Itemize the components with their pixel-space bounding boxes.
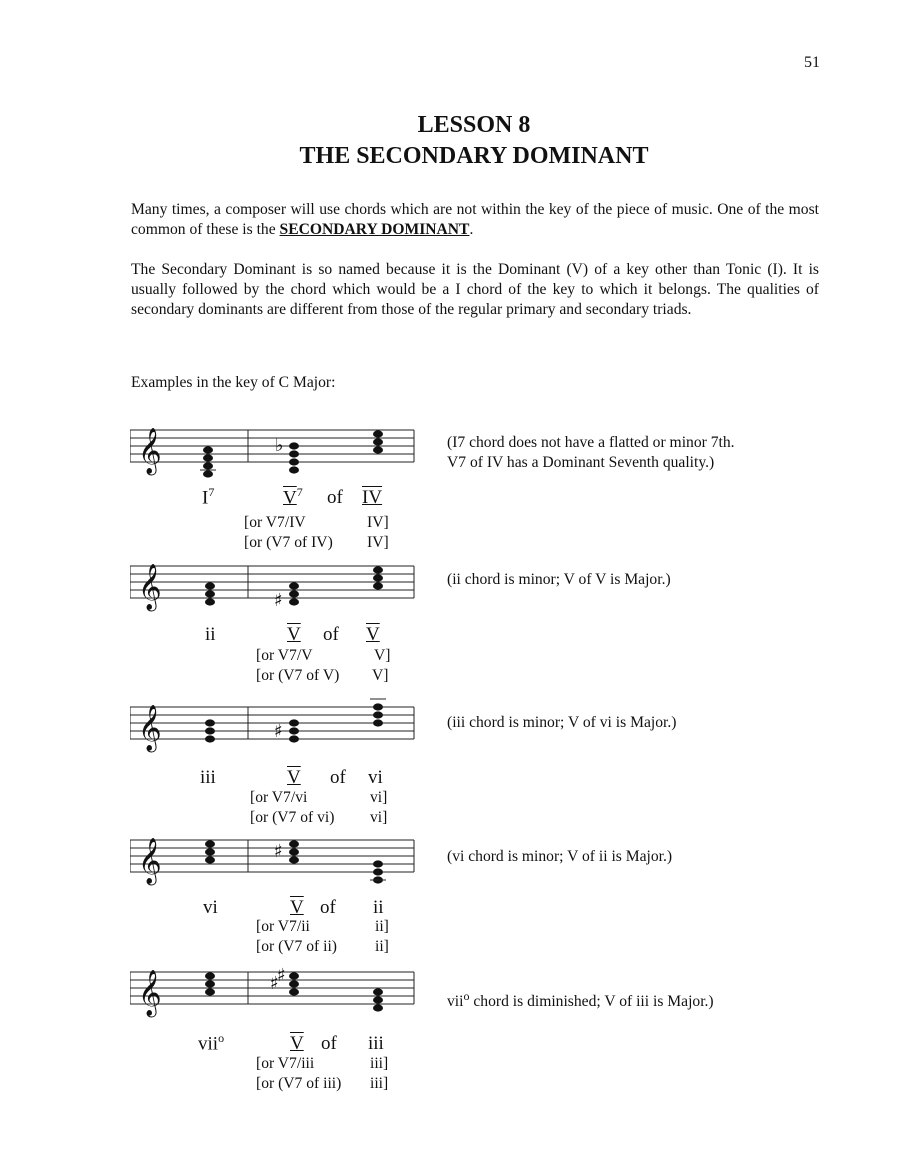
alt2-right-5: iii] <box>370 1075 389 1092</box>
treble-clef-icon: 𝄞 <box>138 564 162 610</box>
roman-dom-1 <box>283 485 303 509</box>
roman-base: I <box>202 487 209 509</box>
alt2-right-4: ii] <box>375 938 389 955</box>
roman-target-5: iii <box>368 1033 384 1054</box>
comment-example-4: (vi chord is minor; V of ii is Major.) <box>447 848 673 865</box>
alt2-right-3: vi] <box>370 809 388 826</box>
comment-example-5 <box>447 986 714 1012</box>
staff-example-3 <box>130 697 420 767</box>
alt2-left-3: [or (V7 of vi) <box>250 809 335 826</box>
treble-clef-icon: 𝄞 <box>138 970 162 1016</box>
lesson-subtitle: THE SECONDARY DOMINANT <box>299 143 649 169</box>
roman-first-5 <box>198 1031 224 1055</box>
roman-first-1 <box>202 485 214 509</box>
key-term: SECONDARY DOMINANT <box>279 221 470 238</box>
roman-dom-4: V <box>290 897 304 918</box>
roman-target-2: V <box>366 624 380 645</box>
sharp-icon: ♯ <box>274 721 283 742</box>
alt1-left-1: [or V7/IV <box>244 514 306 531</box>
alt2-right-1: IV] <box>367 534 389 551</box>
alt2-left-2: [or (V7 of V) <box>256 667 340 684</box>
roman-target-1: IV <box>362 487 383 508</box>
page-number: 51 <box>804 54 820 71</box>
sharp-icon: ♯ <box>270 973 279 994</box>
of-2: of <box>323 624 339 645</box>
staff-example-1 <box>130 420 420 490</box>
roman-first-4: vi <box>203 897 218 918</box>
roman-base: V <box>283 487 297 509</box>
roman-dom-5: V <box>290 1033 304 1054</box>
roman-first-3: iii <box>200 767 216 788</box>
of-1: of <box>327 487 343 508</box>
alt2-left-1: [or (V7 of IV) <box>244 534 333 551</box>
comment-example-1 <box>447 433 735 473</box>
treble-clef-icon: 𝄞 <box>138 428 162 474</box>
staff-example-2 <box>130 556 420 626</box>
alt1-right-2: V] <box>374 647 391 664</box>
roman-sup: 7 <box>296 485 303 499</box>
roman-first-2: ii <box>205 624 216 645</box>
roman-target-4: ii <box>373 897 384 918</box>
comment-sup: o <box>463 989 470 1003</box>
intro-text: Many times, a composer will use chords which are not within the key of the piece of music. One of the most common of these is the <box>131 201 819 238</box>
alt1-right-3: vi] <box>370 789 388 806</box>
alt1-left-4: [or V7/ii <box>256 918 310 935</box>
examples-heading: Examples in the key of C Major: <box>131 374 336 391</box>
comment-line-1: (I7 chord does not have a flatted or minor 7th. <box>447 434 735 451</box>
sharp-icon: ♯ <box>274 841 283 862</box>
definition-paragraph: The Secondary Dominant is so named because it is the Dominant (V) of a key other than Tonic (I). It is usually followed by the chord which would be a I chord of the key to which it belongs. The qualities of secondary dominants are different from those of the regular primary and secondary triads. <box>131 261 819 318</box>
alt2-left-5: [or (V7 of iii) <box>256 1075 342 1092</box>
roman-target-3: vi <box>368 767 383 788</box>
comment-line-2: V7 of IV has a Dominant Seventh quality.) <box>447 454 715 471</box>
alt1-left-3: [or V7/vi <box>250 789 308 806</box>
alt1-right-5: iii] <box>370 1055 389 1072</box>
of-3: of <box>330 767 346 788</box>
intro-paragraph <box>131 200 819 240</box>
comment-roman: vii <box>447 993 464 1011</box>
staff-example-4 <box>130 830 420 900</box>
flat-icon: ♭ <box>275 435 284 456</box>
of-5: of <box>321 1033 337 1054</box>
roman-base: vii <box>198 1033 219 1055</box>
alt1-left-5: [or V7/iii <box>256 1055 315 1072</box>
intro-end: . <box>469 221 474 238</box>
roman-sup: o <box>218 1031 225 1045</box>
sharp-icon: ♯ <box>277 965 286 986</box>
sharp-icon: ♯ <box>274 590 283 611</box>
roman-dom-3: V <box>287 767 301 788</box>
lesson-title: LESSON 8 <box>417 112 531 138</box>
comment-rest: chord is diminished; V of iii is Major.) <box>469 993 714 1011</box>
alt1-left-2: [or V7/V <box>256 647 313 664</box>
treble-clef-icon: 𝄞 <box>138 705 162 751</box>
roman-sup: 7 <box>208 485 215 499</box>
treble-clef-icon: 𝄞 <box>138 838 162 884</box>
staff-example-5 <box>130 962 420 1032</box>
alt1-right-1: IV] <box>367 514 389 531</box>
roman-dom-2: V <box>287 624 301 645</box>
comment-example-2: (ii chord is minor; V of V is Major.) <box>447 571 671 588</box>
comment-example-3: (iii chord is minor; V of vi is Major.) <box>447 714 677 731</box>
of-4: of <box>320 897 336 918</box>
alt2-right-2: V] <box>372 667 389 684</box>
alt2-left-4: [or (V7 of ii) <box>256 938 337 955</box>
alt1-right-4: ii] <box>375 918 389 935</box>
